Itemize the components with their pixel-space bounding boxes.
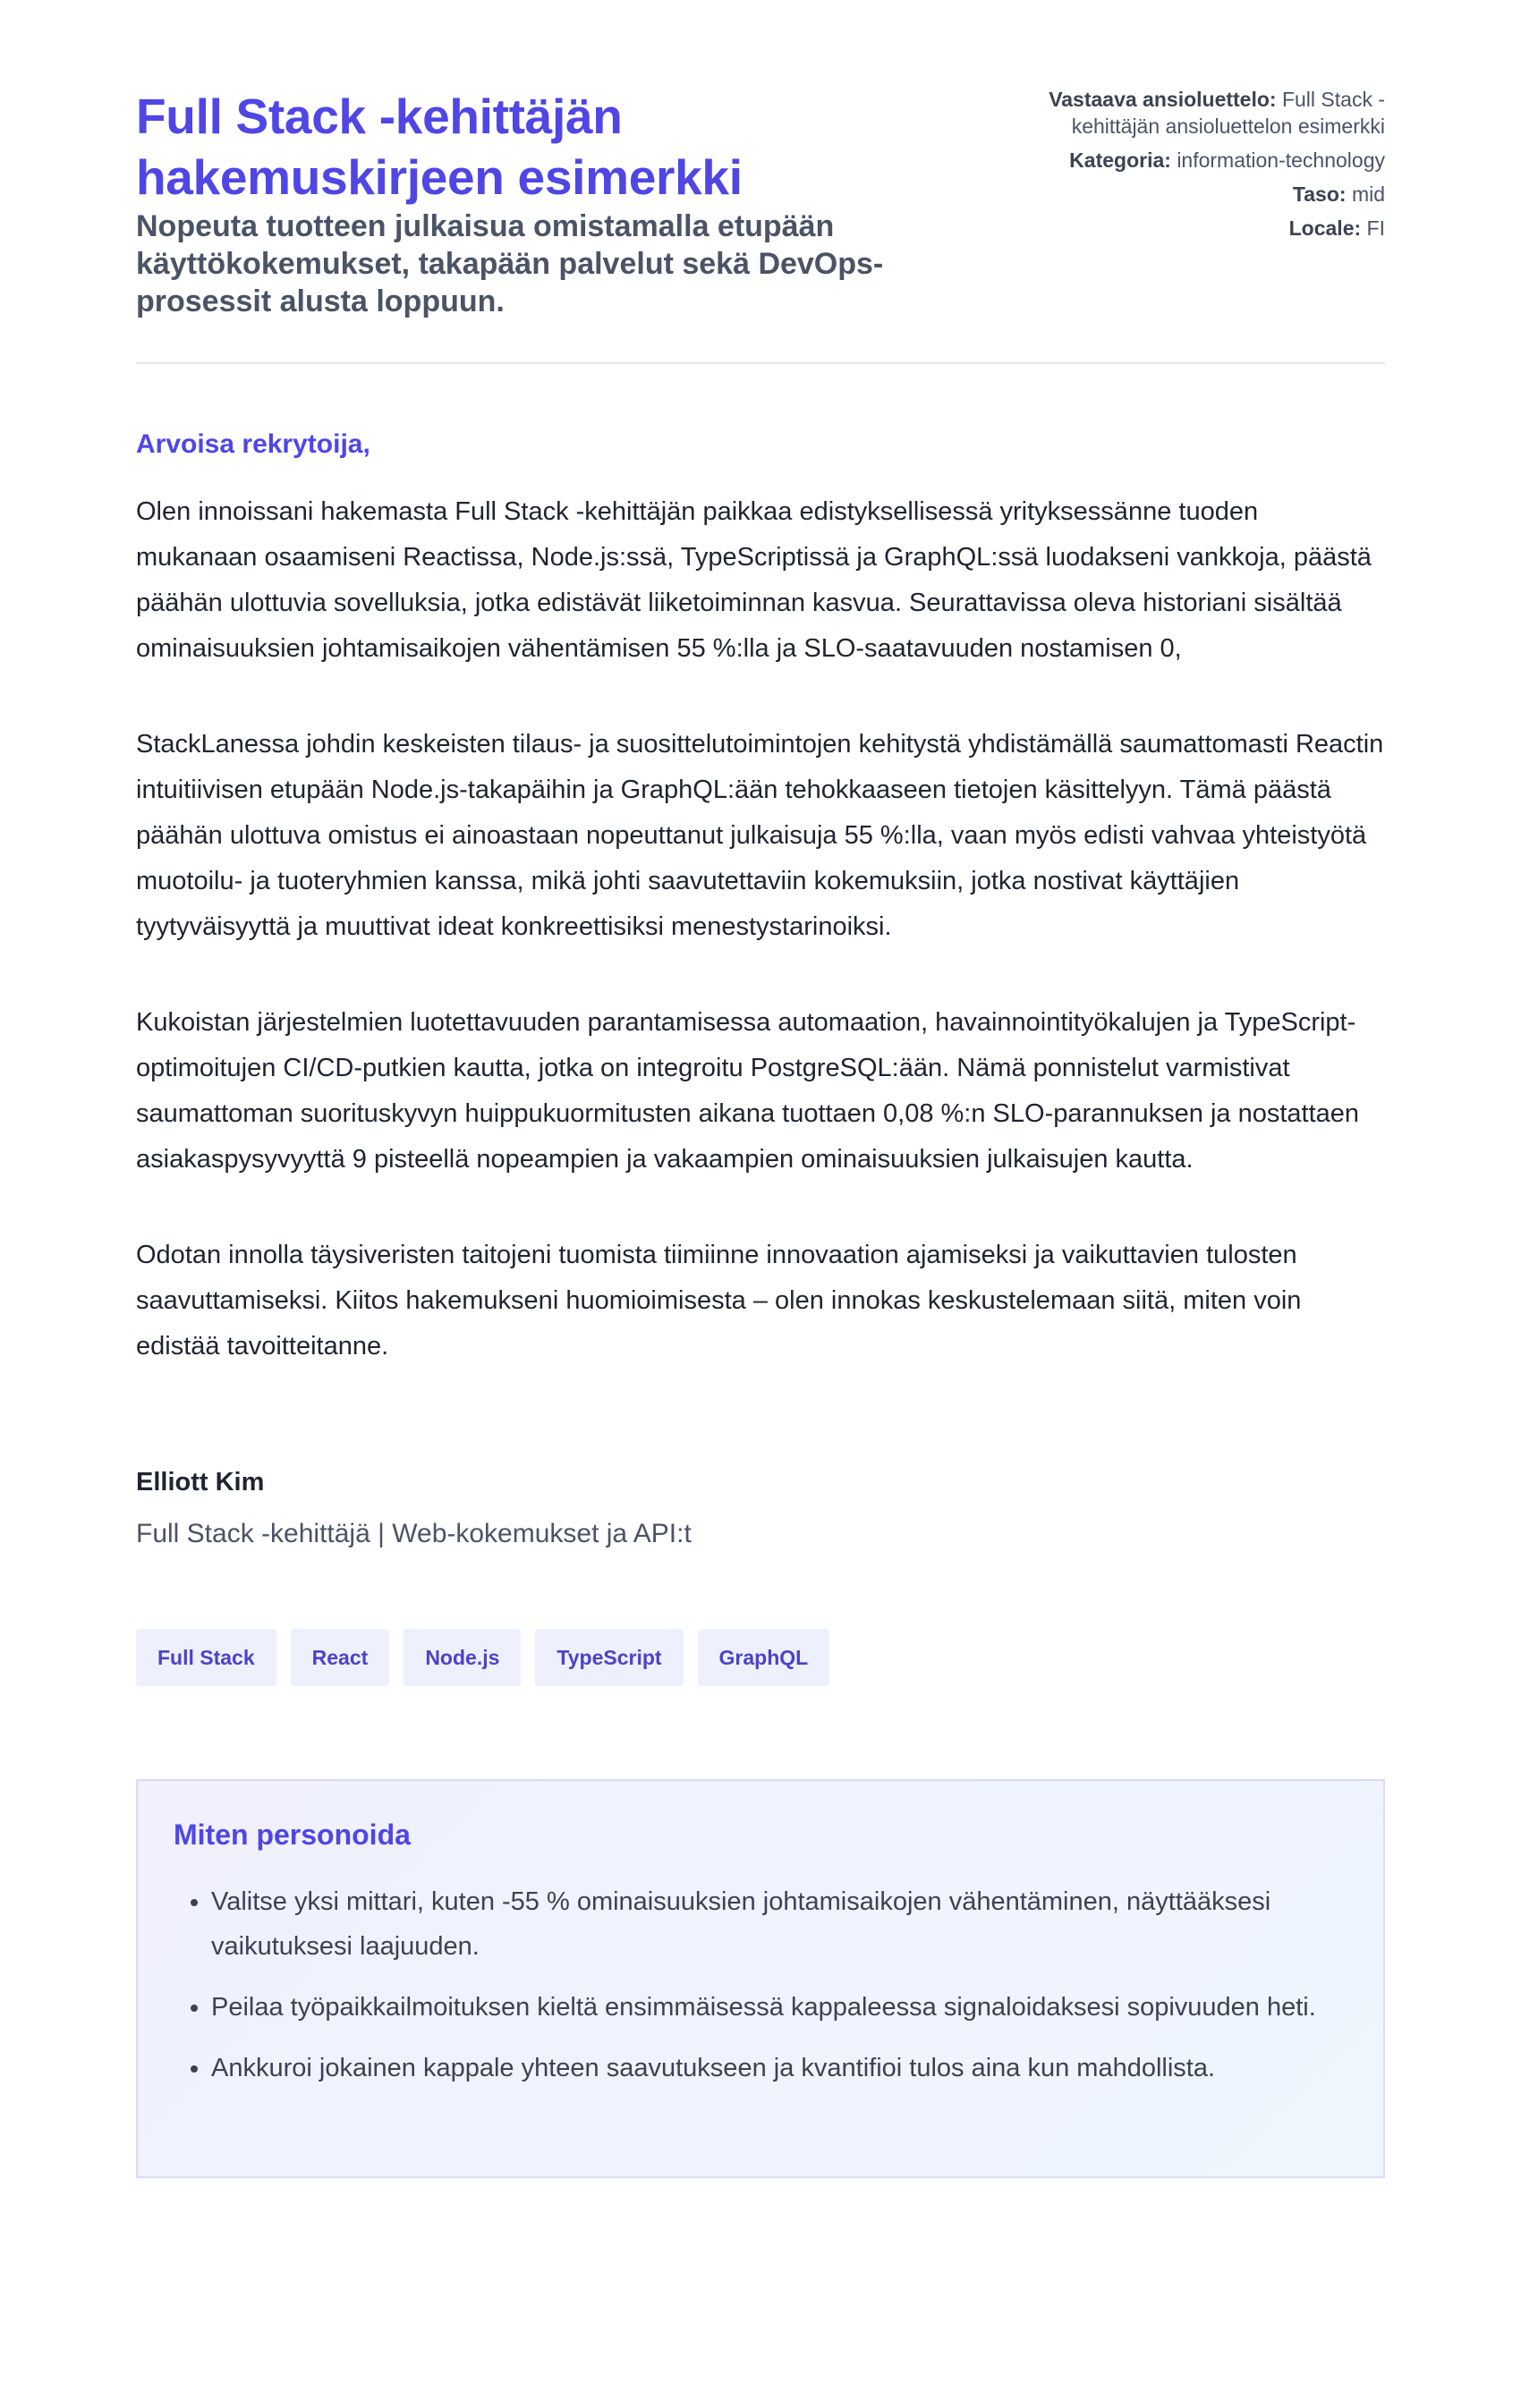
meta-locale-label: Locale: [1288,216,1362,240]
skill-tag[interactable]: TypeScript [535,1629,683,1686]
page-header [136,0,1385,318]
letter-paragraph-2: StackLanessa johdin keskeisten tilaus- ja suosittelutoimintojen kehitystä yhdistämällä saumattomasti Reactin intuitiivisen etupään Node.js-takapäihin ja GraphQL:ään tehokkaaseen tietojen käsittelyyn. Tämä päästä päähän ulottuva omistus ei ainoastaan nopeuttanut julkaisuja 55 %:lla, vaan myös edisti vahvaa yhteistyötä muotoilu- ja tuoteryhmien kanssa, mikä johti saavutettaviin kokemuksiin, jotka nostivat käyttäjien tyytyväisyyttä ja muuttivat ideat konkreettisiksi menestystarinoiksi. [136,730,1384,941]
tips-title: Miten personoida [174,1819,411,1851]
page-title: Full Stack -kehittäjän hakemuskirjeen esimerkki [136,89,743,205]
meta-resume-label: Vastaava ansioluettelo: [1049,88,1277,111]
meta-panel [1027,86,1385,249]
tips-item: • Ankkuroi jokainen kappale yhteen saavutukseen ja kvantifioi tulos aina kun mahdollista. [211,2046,1347,2090]
skill-tag[interactable]: Full Stack [136,1629,276,1686]
page-subtitle: Nopeuta tuotteen julkaisua omistamalla etupään käyttökokemukset, takapään palvelut sekä DevOps-prosessit alusta loppuun. [136,209,884,318]
meta-locale [1027,215,1385,242]
meta-level-value: mid [1351,182,1385,206]
meta-category-value: information-technology [1177,148,1385,172]
skill-tags [136,1629,1385,1686]
tips-item: • Valitse yksi mittari, kuten -55 % ominaisuuksien johtamisaikojen vähentäminen, näyttääksesi vaikutuksesi laajuuden. [211,1879,1347,1969]
meta-locale-value: FI [1366,216,1385,240]
personalize-tips-box [136,1779,1385,2178]
skill-tag[interactable]: GraphQL [698,1629,830,1686]
header-divider [136,362,1385,364]
tips-item: • Peilaa työpaikkailmoituksen kieltä ensimmäisessä kappaleessa signaloidaksesi sopivuuden heti. [211,1985,1347,2030]
skill-tag[interactable]: Node.js [404,1629,521,1686]
meta-level-label: Taso: [1292,182,1347,206]
meta-level [1027,181,1385,208]
letter-body [136,427,1385,1552]
signature-name: Elliott Kim [136,1468,265,1497]
letter-paragraph-3: Kukoistan järjestelmien luotettavuuden parantamisessa automaation, havainnointityökalujen ja TypeScript-optimoitujen CI/CD-putkien kautta, jotka on integroitu PostgreSQL:ään. Nämä ponnistelut varmistivat saumattoman suorituskyvyn huippukuormitusten aikana tuottaen 0,08 %:n SLO-parannuksen ja nostattaen asiakaspysyvyyttä 9 pisteellä nopeampien ja vakaampien ominaisuuksien julkaisujen kautta. [136,1008,1360,1174]
letter-paragraph-4: Odotan innolla täysiveristen taitojeni tuomista tiimiinne innovaation ajamiseksi ja vaikuttavien tulosten saavuttamiseksi. Kiitos hakemukseni huomioimisesta – olen innokas keskustelemaan siitä, miten voin edistää tavoitteitanne. [136,1241,1302,1361]
signature-role: Full Stack -kehittäjä | Web-kokemukset ja API:t [136,1519,692,1548]
meta-category-label: Kategoria: [1069,148,1171,172]
meta-resume [1027,86,1385,140]
tips-list [174,1879,1347,2090]
letter-paragraph-1: Olen innoissani hakemasta Full Stack -kehittäjän paikkaa edistyksellisessä yrityksessänne tuoden mukanaan osaamiseni Reactissa, Node.js:ssä, TypeScriptissä ja GraphQL:ssä luodakseni vankkoja, päästä päähän ulottuvia sovelluksia, jotka edistävät liiketoiminnan kasvua. Seurattavissa oleva historiani sisältää ominaisuuksien johtamisaikojen vähentämisen 55 %:lla ja SLO-saatavuuden nostamisen 0, [136,497,1372,663]
meta-category [1027,147,1385,174]
meta-resume-value: Full Stack -kehittäjän ansioluettelon esimerkki [1071,88,1385,138]
skill-tag[interactable]: React [291,1629,390,1686]
letter-greeting: Arvoisa rekrytoija, [136,429,370,459]
